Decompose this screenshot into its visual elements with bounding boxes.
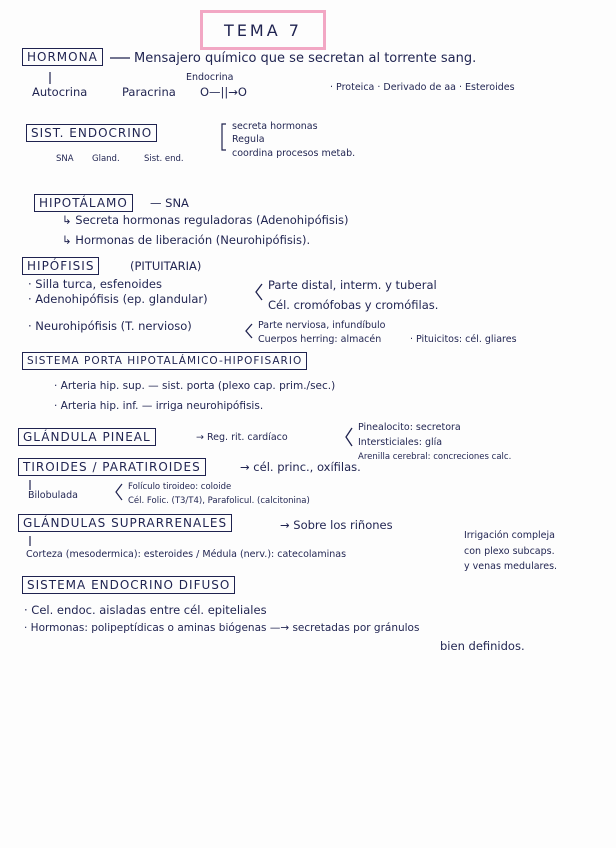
tiroides-foliculo: Folículo tiroideo: coloide [128, 482, 232, 492]
sist-endo-regula: Regula [232, 134, 265, 145]
suprarrenales-location: → Sobre los riñones [280, 518, 393, 532]
hipofisis-silla: · Silla turca, esfenoides [28, 277, 162, 291]
hipofisis-neuro: · Neurohipófisis (T. nervioso) [28, 319, 192, 333]
hipofisis-pituitaria: (PITUITARIA) [130, 259, 202, 273]
hormona-definition: Mensajero químico que se secretan al torrente sang. [134, 51, 477, 66]
tiroides-bilobulada: Bilobulada [28, 490, 78, 501]
tiroides-cells: → cél. princ., oxífilas. [240, 460, 361, 474]
hipotalamo-heading: HIPOTÁLAMO [34, 194, 133, 212]
hipotalamo-sna: — SNA [150, 196, 189, 210]
tiroides-heading: TIROIDES / PARATIROIDES [18, 458, 206, 476]
sist-endo-sub-gland: Gland. [92, 154, 120, 164]
difuso-line-2: · Hormonas: polipeptídicas o aminas biógenas —→ secretadas por gránulos [24, 622, 420, 634]
sist-endo-heading: SIST. ENDOCRINO [26, 124, 157, 142]
irrigacion-line-2: con plexo subcaps. [464, 546, 555, 557]
hipotalamo-line-1: ↳ Secreta hormonas reguladoras (Adenohipófisis) [62, 213, 349, 227]
neuro-parts: Parte nerviosa, infundíbulo [258, 320, 386, 331]
hipofisis-heading: HIPÓFISIS [22, 257, 99, 275]
difuso-line-3: bien definidos. [440, 639, 525, 653]
sist-endo-secreta: secreta hormonas [232, 121, 318, 132]
difuso-heading: SISTEMA ENDOCRINO DIFUSO [22, 576, 235, 594]
portal-heading: SISTEMA PORTA HIPOTALÁMICO-HIPOFISARIO [22, 352, 307, 370]
adeno-parts: Parte distal, interm. y tuberal [268, 278, 437, 292]
adeno-cells: Cél. cromófobas y cromófilas. [268, 298, 439, 312]
irrigacion-line-1: Irrigación compleja [464, 530, 555, 541]
pineal-heading: GLÁNDULA PINEAL [18, 428, 156, 446]
difuso-line-1: · Cel. endoc. aisladas entre cél. epiteliales [24, 603, 267, 617]
suprarrenales-heading: GLÁNDULAS SUPRARRENALES [18, 514, 232, 532]
portal-line-1: · Arteria hip. sup. — sist. porta (plexo cap. prim./sec.) [54, 380, 336, 392]
sist-endo-sub-sna: SNA [56, 154, 74, 164]
hipotalamo-line-2: ↳ Hormonas de liberación (Neurohipófisis). [62, 233, 311, 247]
irrigacion-line-3: y venas medulares. [464, 561, 558, 572]
sist-endo-coordina: coordina procesos metab. [232, 148, 356, 159]
pineal-arenilla: Arenilla cerebral: concreciones calc. [358, 452, 512, 462]
hormona-types: · Proteica · Derivado de aa · Esteroides [330, 82, 515, 93]
neuro-herring: Cuerpos herring: almacén [258, 334, 382, 345]
pineal-intersticiales: Intersticiales: glía [358, 437, 443, 448]
tiroides-cel-folic: Cél. Folic. (T3/T4), Parafolicul. (calcitonina) [128, 496, 310, 506]
autocrina-label: Autocrina [32, 85, 88, 99]
neuro-pituicitos: · Pituicitos: cél. gliares [410, 334, 517, 345]
endocrina-label: Endocrina [186, 72, 234, 83]
paracrina-label: Paracrina [122, 85, 176, 99]
pineal-function: → Reg. rit. cardíaco [196, 432, 288, 443]
suprarrenales-corteza: Corteza (mesodermica): esteroides / Médula (nerv.): catecolaminas [26, 549, 347, 560]
sist-endo-sub-end: Sist. end. [144, 154, 184, 164]
hormona-heading: HORMONA [22, 48, 103, 66]
pineal-pinealocito: Pinealocito: secretora [358, 422, 461, 433]
page-title: TEMA 7 [200, 10, 326, 50]
endocrina-diagram: O—||→O [200, 85, 247, 99]
portal-line-2: · Arteria hip. inf. — irriga neurohipófisis. [54, 400, 264, 412]
hipofisis-adeno: · Adenohipófisis (ep. glandular) [28, 292, 208, 306]
